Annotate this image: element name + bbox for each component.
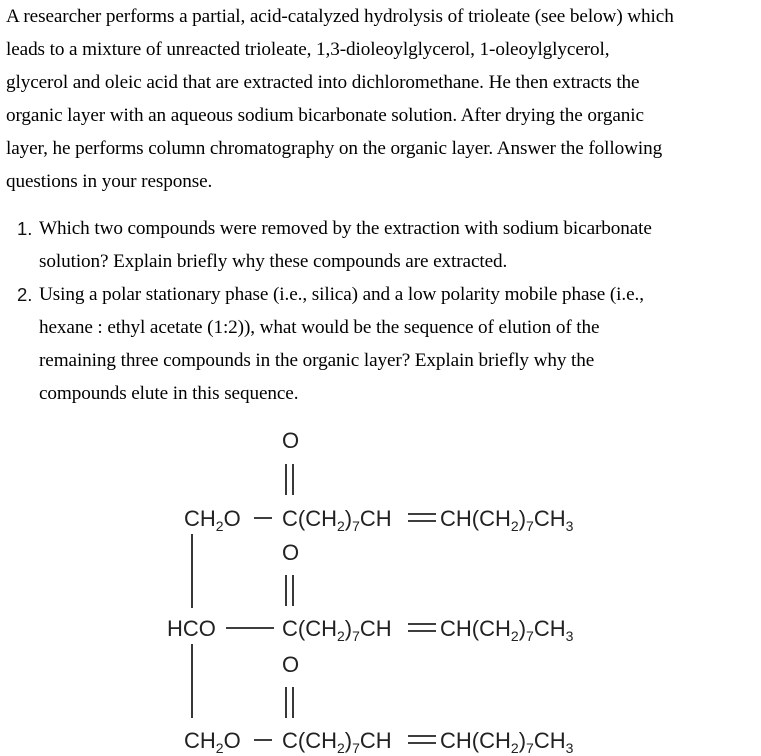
question-line: Using a polar stationary phase (i.e., silica) and a low polarity mobile phase (i.e.,	[39, 284, 644, 306]
intro-line: questions in your response.	[6, 171, 213, 193]
oleoyl-chain-tail: $CH(CH_2)_7CH_3$	[440, 506, 574, 534]
question-line: compounds elute in this sequence.	[39, 383, 299, 405]
oleoyl-chain-label: $C(CH_2)_7CH$	[282, 616, 392, 644]
intro-line: glycerol and oleic acid that are extracted into dichloromethane. He then extracts the	[6, 72, 640, 94]
ester-row-bottom	[184, 652, 574, 756]
intro-paragraph	[6, 0, 758, 199]
oleoyl-chain-tail: $CH(CH_2)_7CH_3$	[440, 616, 574, 644]
carbonyl-oxygen: O	[282, 540, 300, 565]
question-line: solution? Explain briefly why these compounds are extracted.	[39, 251, 508, 273]
question-list	[0, 212, 761, 411]
question-line: hexane : ethyl acetate (1:2)), what would be the sequence of elution of the	[39, 317, 600, 339]
question-number: 2.	[17, 284, 33, 306]
oleoyl-chain-tail: $CH(CH_2)_7CH_3$	[440, 728, 574, 756]
intro-line: layer, he performs column chromatography on the organic layer. Answer the following	[6, 138, 663, 160]
question-item-1	[0, 212, 761, 278]
ch2o-label: $CH_2O$	[184, 506, 241, 534]
intro-line: organic layer with an aqueous sodium bicarbonate solution. After drying the organic	[6, 105, 644, 127]
carbonyl-oxygen: O	[282, 428, 300, 453]
hco-label: HCO	[167, 616, 216, 641]
ester-row-top	[184, 428, 574, 534]
question-line: Which two compounds were removed by the extraction with sodium bicarbonate	[39, 218, 652, 239]
question-item-2	[0, 278, 761, 410]
oleoyl-chain-label: $C(CH_2)_7CH$	[282, 728, 392, 756]
carbonyl-oxygen: O	[282, 652, 300, 677]
oleoyl-chain-label: $C(CH_2)_7CH$	[282, 506, 392, 534]
intro-line: leads to a mixture of unreacted trioleate, 1,3-dioleoylglycerol, 1-oleoylglycerol,	[6, 39, 610, 61]
ch2o-label: $CH_2O$	[184, 728, 241, 756]
question-line: remaining three compounds in the organic layer? Explain briefly why the	[39, 350, 595, 372]
trioleate-structure	[0, 420, 761, 756]
question-number: 1.	[17, 218, 33, 239]
intro-line: A researcher performs a partial, acid-catalyzed hydrolysis of trioleate (see below) which	[6, 6, 674, 27]
ester-row-middle	[167, 540, 574, 644]
